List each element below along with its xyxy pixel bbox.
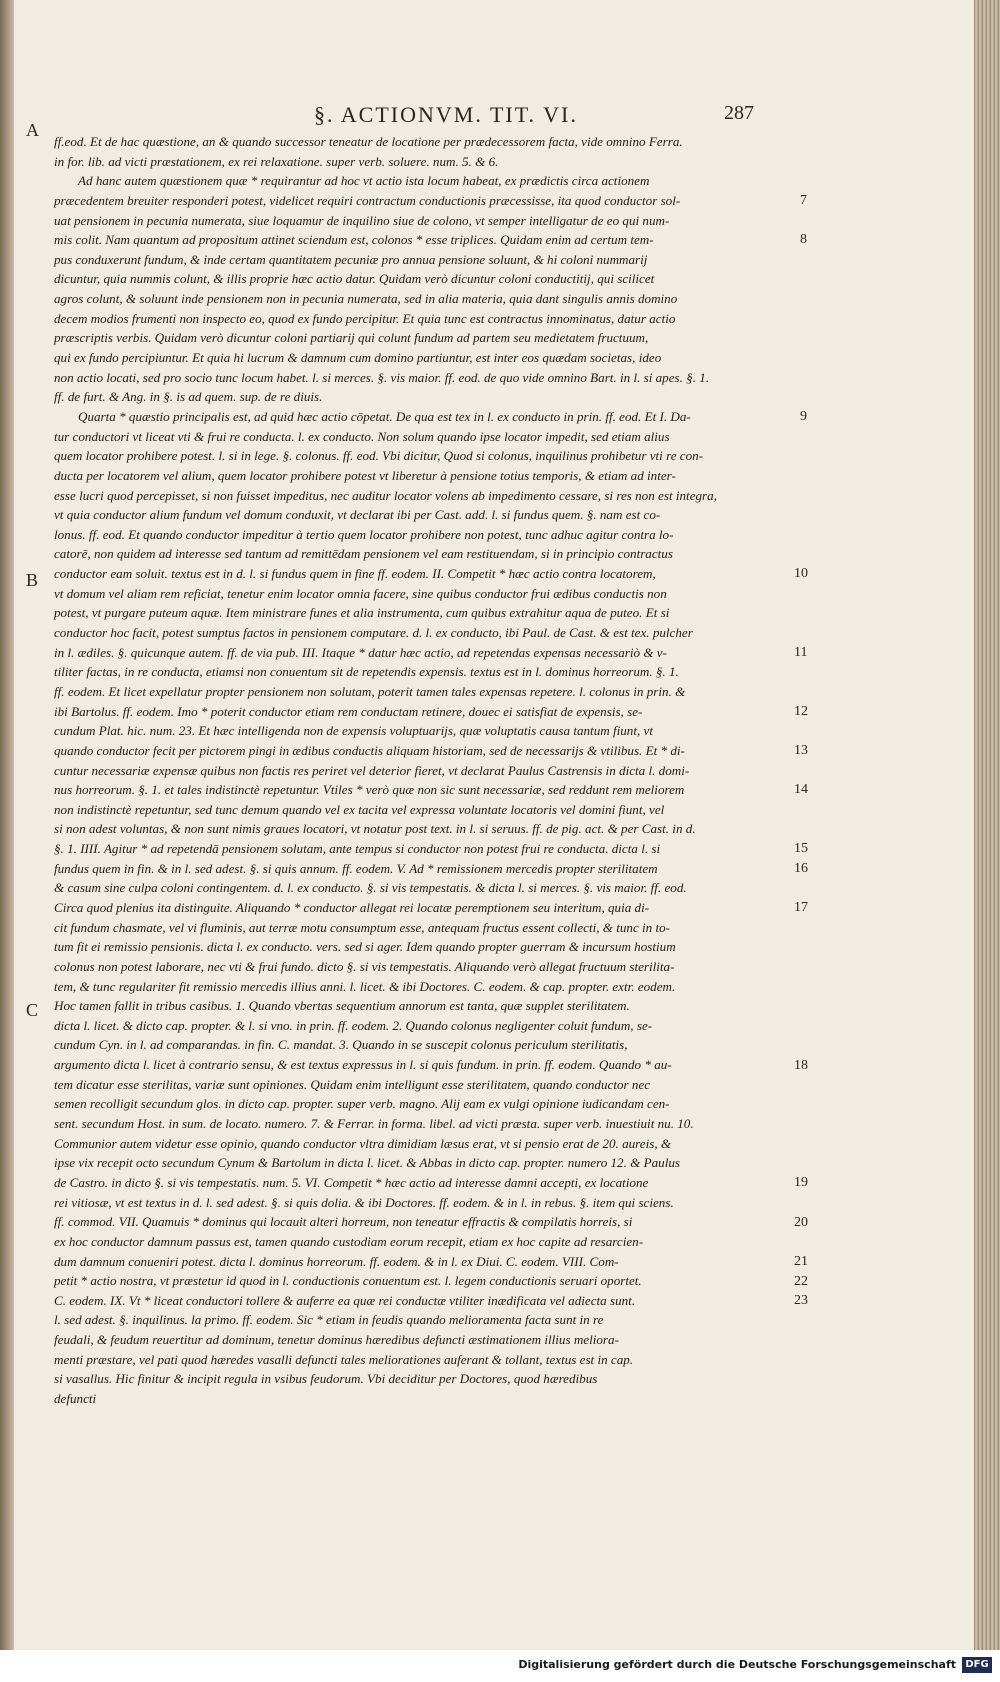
text-line: decem modios frumenti non inspecto eo, quod ex fundo percipitur. Et quia tunc est contractus innominatus, datur actio (54, 310, 676, 326)
body-text (54, 132, 770, 1409)
text-line: ibi Bartolus. ff. eodem. Imo * poterit conductor etiam rem conductam retinere, douec ei satisfiat de expensis, se- (54, 703, 643, 719)
margin-number: 7 (800, 192, 807, 208)
text-line: tur conductori vt liceat vti & frui re conducta. l. ex conducto. Non solum quando ipse locator impedit, sed etiam alius (54, 428, 670, 444)
page-number: 287 (724, 102, 754, 124)
margin-number: 23 (794, 1293, 808, 1309)
text-line: Communior autem videtur esse opinio, quando conductor vltra dimidiam læsus erat, vt si pensio erat de 20. aureis, & (54, 1135, 672, 1151)
text-line: non indistinctè repetuntur, sed tunc demum quando vel ex tacita vel expressa voluntate locatoris vel domini fiunt, vel (54, 801, 665, 817)
text-line: præscriptis verbis. Quidam verò dicuntur coloni partiarij qui colunt fundum ad partem seu medietatem fructuum, (54, 330, 649, 346)
margin-number: 21 (794, 1254, 808, 1270)
margin-number: 11 (794, 644, 808, 660)
margin-number: 18 (794, 1057, 808, 1073)
page-edges (974, 0, 1000, 1650)
text-line: ipse vix recepit octo secundum Cynum & Bartolum in dicta l. licet. & Abbas in dicto cap. propter. numero 12. & Paulus (54, 1155, 680, 1171)
footer-credit: Digitalisierung gefördert durch die Deutsche Forschungsgemeinschaft (518, 1658, 956, 1671)
text-line: cit fundum chasmate, vel vi fluminis, aut terræ motu consumptum esse, antequam fructus essent collecti, & tunc in to- (54, 919, 671, 935)
text-line: qui ex fundo percipiuntur. Et quia hi lucrum & damnum cum domino partiuntur, est inter eos quædam societas, ideo (54, 350, 662, 366)
text-line: dicta l. licet. & dicto cap. propter. & l. si vno. in prin. ff. eodem. 2. Quando colonus negligenter coluit fundum, se- (54, 1017, 653, 1033)
book-spine-shadow (0, 0, 14, 1682)
text-line: potest, vt purgare puteum aquæ. Item ministrare funes et alia instrumenta, cum quibus extrahitur aqua de puteo. Et si (54, 605, 670, 621)
footer-bar (0, 1650, 1000, 1682)
dfg-logo: DFG (962, 1657, 992, 1673)
page-header (14, 102, 974, 132)
margin-number: 10 (794, 566, 808, 582)
margin-number: 8 (800, 232, 807, 248)
margin-number: 20 (794, 1214, 808, 1230)
text-line: conductor hoc facit, potest sumptus factos in pensionem computare. d. l. ex conducto, ibi Paul. de Cast. & est tex. pulcher (54, 625, 693, 641)
margin-number: 22 (794, 1273, 808, 1289)
text-line: C. eodem. IX. Vt * liceat conductori tollere & auferre ea quæ rei conductæ vtiliter inædificata vel adiecta sunt. (54, 1292, 636, 1308)
margin-number: 15 (794, 841, 808, 857)
text-line: pus conduxerunt fundum, & inde certam quantitatem pecuniæ pro annua pensione soluunt, & hi coloni nummarij (54, 251, 648, 267)
text-line: vt quia conductor alium fundum vel domum conduxit, vt declarat ibi per Cast. add. l. si fundus quem. §. nam est co- (54, 507, 661, 523)
text-line: ducta per locatorem vel alium, quem locator prohibere potest vt liberetur à pensione totius temporis, & etiam ad inter- (54, 467, 676, 483)
section-letter-c: C (26, 1000, 39, 1020)
text-line: lonus. ff. eod. Et quando conductor impeditur à tertio quem locator prohibere non potest, tunc adhuc agitur contra lo- (54, 526, 674, 542)
text-line: esse lucri quod percepisset, si non fuisset impeditus, nec auditur locator volens ab impedimento cessare, si res non est integra, (54, 487, 717, 503)
text-line: dicuntur, quia nummis colunt, & illis proprie hæc actio datur. Quidam verò dicuntur coloni conductitij, qui scilicet (54, 271, 655, 287)
text-line: tum fit ei remissio pensionis. dicta l. ex conducto. vers. sed si ager. Idem quando propter guerram & incursum hostium (54, 939, 676, 955)
text-line: si non adest voluntas, & non sunt nimis graues locatori, vt notatur post text. in l. si seruus. ff. de pig. act. & per Cast. in d. (54, 821, 696, 837)
text-line: mis colit. Nam quantum ad propositum attinet sciendum est, colonos * esse triplices. Quidam enim ad certum tem- (54, 232, 654, 248)
text-line: Quarta * quæstio principalis est, ad quid hæc actio cōpetat. De qua est tex in l. ex conducto in prin. ff. eod. Et I. Da- (78, 408, 691, 424)
margin-number: 12 (794, 703, 808, 719)
text-line: ff.eod. Et de hac quæstione, an & quando successor teneatur de locatione per prædecessorem facta, vide omnino Ferra. (54, 134, 683, 149)
text-line: l. sed adest. §. inquilinus. la primo. ff. eodem. Sic * etiam in feudis quando melioramenta facta sunt in re (54, 1312, 604, 1328)
margin-number: 16 (794, 861, 808, 877)
text-line: ex hoc conductor damnum passus est, tamen quando custodiam eorum recepit, etiam ex hoc capite ad resarcien- (54, 1233, 644, 1249)
text-line: si vasallus. Hic finitur & incipit regula in vsibus feudorum. Vbi deciditur per Doctores, quod hæredibus (54, 1371, 598, 1387)
text-line: ff. de furt. & Ang. in §. is ad quem. sup. de re diuis. (54, 389, 323, 405)
text-line: cundum Plat. hic. num. 23. Et hæc intelligenda non de expensis voluptuarijs, quæ voluptatis causa tantum fiunt, vt (54, 723, 653, 739)
text-line: colonus non potest laborare, nec vti & frui fundo. dicto §. si vis tempestatis. Aliquando verò allegat fructuum sterilita- (54, 958, 675, 974)
text-line: & casum sine culpa coloni contingentem. d. l. ex conducto. §. si vis tempestatis. & dicta l. si merces. §. vis maior. ff. eod. (54, 880, 687, 896)
text-line: agros colunt, & soluunt inde pensionem non in pecunia numerata, sed in alia materia, quia dant singulis annis domino (54, 291, 678, 307)
text-line: in l. ædiles. §. quicunque autem. ff. de via pub. III. Itaque * datur hæc actio, ad repetendas expensas necessariò & v- (54, 644, 667, 660)
text-line: Hoc tamen fallit in tribus casibus. 1. Quando vbertas sequentium annorum est tanta, quæ supplet sterilitatem. (54, 998, 630, 1014)
text-line: uat pensionem in pecunia numerata, siue loquamur de inquilino siue de colono, vt semper intelligatur de eo qui num- (54, 212, 670, 228)
text-line: tiliter factas, in re conducta, etiamsi non conuentum sit de repetendis expensis. textus est in l. dominus horreorum. §. 1. (54, 664, 679, 680)
text-line: de Castro. in dicto §. si vis tempestatis. num. 5. VI. Competit * hæc actio ad interesse damni accepti, ex locatione (54, 1174, 649, 1190)
text-line: sent. secundum Host. in sum. de locato. numero. 7. & Ferrar. in forma. libel. ad victi præsta. super verb. inuestiuit nu. 10. (54, 1116, 694, 1132)
text-line: cundum Cyn. in l. ad comparandas. in fin. C. mandat. 3. Quando in se suscepit colonus periculum sterilitatis, (54, 1037, 628, 1053)
text-line: petit * actio nostra, vt præstetur id quod in l. conductionis conuentum est. l. legem conductionis seruari oportet. (54, 1273, 642, 1289)
margin-number: 17 (794, 900, 808, 916)
book-page (14, 0, 974, 1650)
text-line: Ad hanc autem quæstionem quæ * requirantur ad hoc vt actio ista locum habeat, ex prædictis circa actionem (78, 173, 650, 189)
section-letter-b: B (26, 570, 39, 590)
text-line: tem, & tunc regulariter fit remissio mercedis illius anni. l. licet. & ibi Doctores. C. eodem. & cap. propter. extr. eodem. (54, 978, 676, 994)
text-line: cuntur necessariæ expensæ quibus non factis res periret vel deterior fieret, vt declarat Paulus Castrensis in dicta l. domi- (54, 762, 690, 778)
text-line: non actio locati, sed pro socio tunc locum habet. l. si merces. §. vis maior. ff. eod. de quo vide omnino Bart. in l. si apes. §. 1. (54, 369, 710, 385)
text-line: semen recolligit secundum glos. in dicto cap. propter. super verb. magno. Alij eam ex vulgi opinione iudicandam cen- (54, 1096, 670, 1112)
text-line: nus horreorum. §. 1. et tales indistinctè repetuntur. Vtiles * verò quæ non sic sunt necessariæ, sed reddunt rem meliorem (54, 782, 685, 798)
text-line: quem locator prohibere potest. l. si in lege. §. colonus. ff. eod. Vbi dicitur, Quod si colonus, inquilinus prohibetur vti re con- (54, 448, 704, 464)
text-line: vt domum vel aliam rem reficiat, tenetur enim locator omnia facere, sine quibus conductor frui ædibus conductis non (54, 585, 667, 601)
text-line: menti præstare, vel pati quod hæredes vasalli defuncti tales meliorationes auferant & tollant, textus est in cap. (54, 1351, 634, 1367)
text-line: tem dicatur esse sterilitas, variæ sunt opiniones. Quidam enim intelligunt esse sterilitatem, quando conductor nec (54, 1076, 651, 1092)
margin-number: 14 (794, 782, 808, 798)
text-line: catorē, non quidem ad interesse sed tantum ad remittēdam pensionem vel eam restituendam, si in principio contractus (54, 546, 673, 562)
text-line: feudali, & feudum reuertitur ad dominum, tenetur dominus hæredibus defuncti æstimationem illius meliora- (54, 1332, 619, 1348)
section-letter-a: A (26, 120, 39, 140)
margin-number: 13 (794, 743, 808, 759)
text-line: præcedentem breuiter responderi potest, videlicet requiri contractum conductionis præcessisse, ita quod conductor sol- (54, 192, 681, 208)
margin-number: 9 (800, 409, 807, 425)
text-line: defuncti (54, 1391, 97, 1406)
text-line: ff. eodem. Et licet expellatur propter pensionem non solutam, poterit tamen tales expensas repetere. l. colonus in prin. & (54, 683, 686, 699)
text-line: rei vitiosæ, vt est textus in d. l. sed adest. §. si quis dolia. & ibi Doctores. ff. eodem. & in l. in rebus. §. item qui sciens. (54, 1194, 674, 1210)
text-line: conductor eam soluit. textus est in d. l. si fundus quem in fine ff. eodem. II. Competit * hæc actio contra locatorem, (54, 566, 656, 582)
text-line: fundus quem in fin. & in l. sed adest. §. si quis annum. ff. eodem. V. Ad * remissionem mercedis propter sterilitatem (54, 860, 658, 876)
running-title: §. ACTIONVM. TIT. VI. (314, 102, 578, 127)
text-line: quando conductor fecit per pictorem pingi in ædibus conductis aliquam historiam, sed de necessarijs & vtilibus. Et * di- (54, 742, 685, 758)
text-line: §. 1. IIII. Agitur * ad repetendā pensionem solutam, ante tempus si conductor non potest frui re conducta. dicta l. si (54, 841, 661, 857)
margin-number: 19 (794, 1175, 808, 1191)
text-line: in for. lib. ad victi præstationem, ex rei relaxatione. super verb. soluere. num. 5. & 6. (54, 153, 499, 169)
text-line: ff. commod. VII. Quamuis * dominus qui locauit alteri horreum, non teneatur effractis & compilatis horreis, si (54, 1214, 633, 1230)
text-line: Circa quod plenius ita distinguite. Aliquando * conductor allegat rei locatæ peremptionem seu interitum, quia di- (54, 899, 650, 915)
text-line: argumento dicta l. licet à contrario sensu, & est textus expressus in l. si quis fundum. in prin. ff. eodem. Quando * au- (54, 1057, 672, 1073)
text-line: dum damnum conueniri potest. dicta l. dominus horreorum. ff. eodem. & in l. ex Diui. C. eodem. VIII. Com- (54, 1253, 619, 1269)
